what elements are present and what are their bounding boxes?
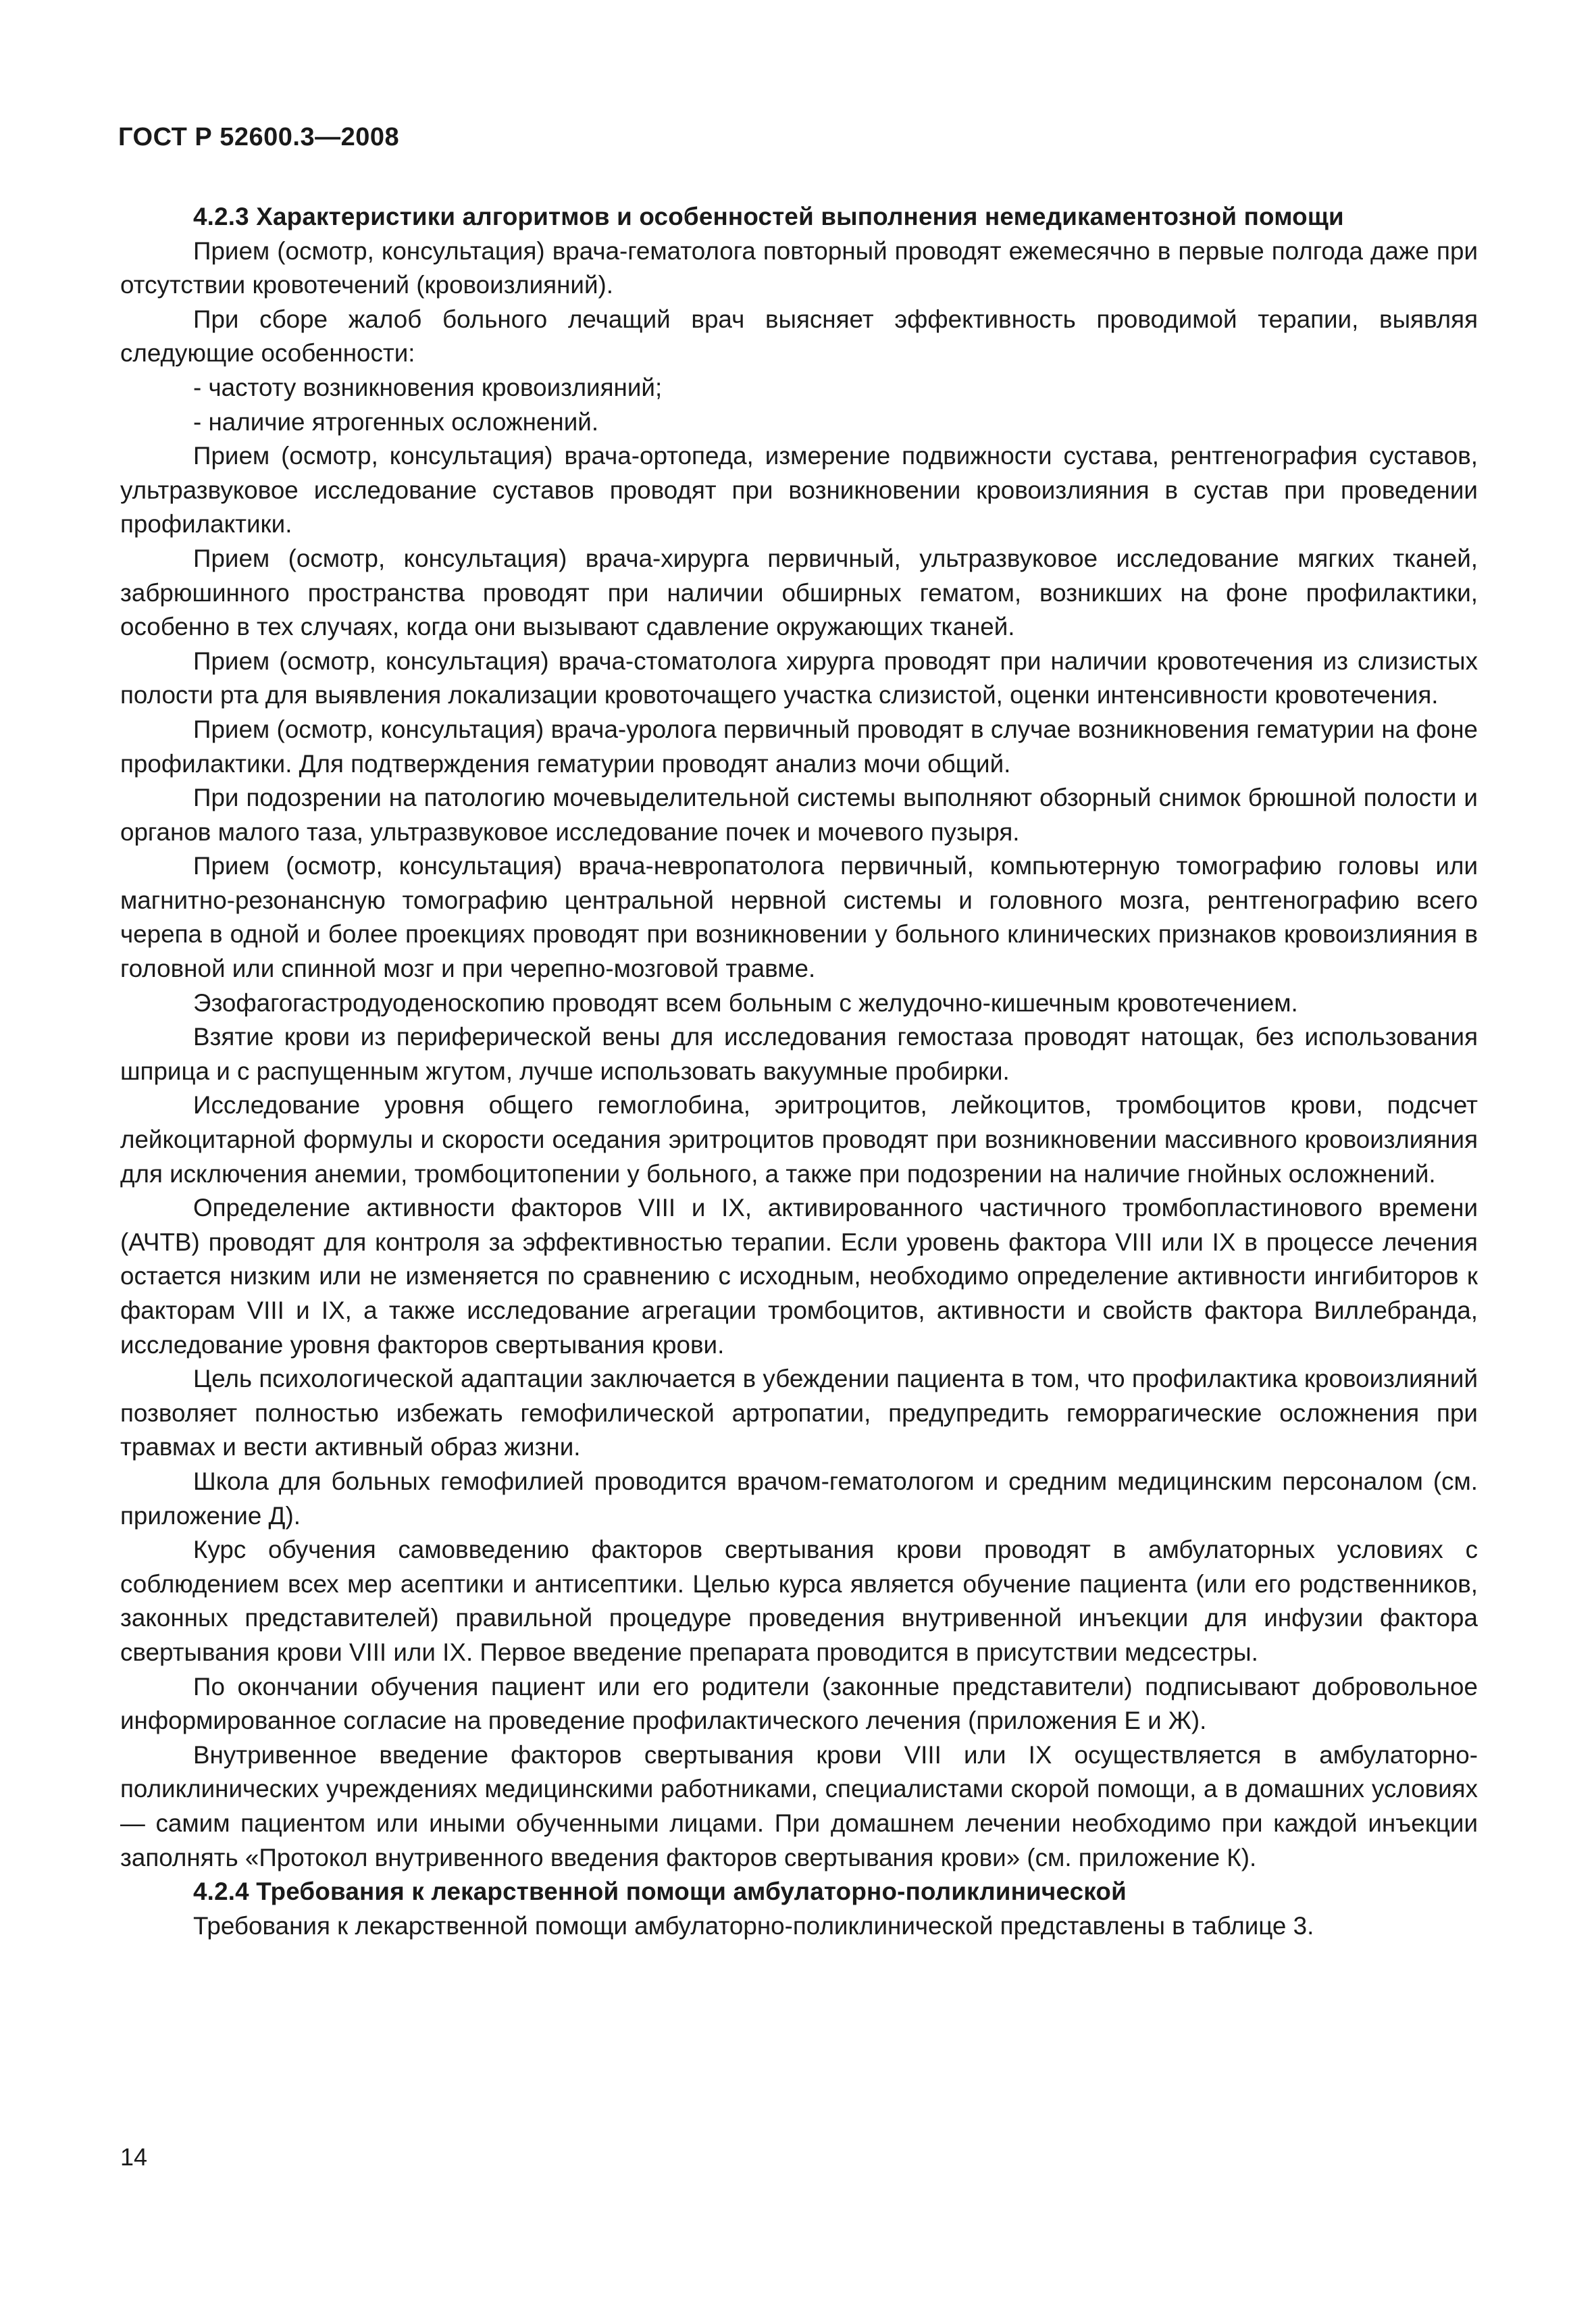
document-body xyxy=(120,200,1478,1943)
paragraph: Цель психологической адаптации заключается в убеждении пациента в том, что профилактика кровоизлияний позволяет полностью избежать гемофилической артропатии, предупредить геморрагические осложнения при травмах и вести активный образ жизни. xyxy=(120,1365,1478,1461)
paragraph: Прием (осмотр, консультация) врача-уролога первичный проводят в случае возникновения гематурии на фоне профилактики. Для подтверждения гематурии проводят анализ мочи общий. xyxy=(120,715,1478,778)
page-number: 14 xyxy=(120,2143,148,2171)
paragraph: Прием (осмотр, консультация) врача-ортопеда, измерение подвижности сустава, рентгенография суставов, ультразвуковое исследование суставов проводят при возникновении кровоизлияния в сустав при проведении профилактики. xyxy=(120,442,1478,538)
paragraph: Эзофагогастродуоденоскопию проводят всем больным с желудочно-кишечным кровотечением. xyxy=(193,988,1298,1017)
paragraph: Определение активности факторов VIII и IX, активированного частичного тромбопластинового времени (АЧТВ) проводят для контроля за эффективностью терапии. Если уровень фактора VIII или IX в процессе лечения остается низким или не изменяется по сравнению с исходным, необходимо определение активности ингибиторов к факторам VIII и IX, а также исследование агрегации тромбоцитов, активности и свойств фактора Виллебранда, исследование уровня факторов свертывания крови. xyxy=(120,1194,1478,1359)
paragraph: Прием (осмотр, консультация) врача-невропатолога первичный, компьютерную томографию головы или магнитно-резонансную томографию центральной нервной системы и головного мозга, рентгенографию всего черепа в одной и более проекциях проводят при возникновении у больного клинических признаков кровоизлияния в головной или спинной мозг и при черепно-мозговой травме. xyxy=(120,852,1478,983)
section-heading-4-2-3: 4.2.3 Характеристики алгоритмов и особенностей выполнения немедикаментозной помощи xyxy=(193,203,1344,230)
paragraph: При сборе жалоб больного лечащий врач выясняет эффективность проводимой терапии, выявляя следующие особенности: xyxy=(120,305,1478,368)
paragraph: Курс обучения самовведению факторов свертывания крови проводят в амбулаторных условиях с соблюдением всех мер асептики и антисептики. Целью курса является обучение пациента (или его родственников, законных представителей) правильной процедуре проведения внутривенной инъекции для инфузии фактора свертывания крови VIII или IX. Первое введение препарата проводится в присутствии медсестры. xyxy=(120,1536,1478,1666)
paragraph: При подозрении на патологию мочевыделительной системы выполняют обзорный снимок брюшной полости и органов малого таза, ультразвуковое исследование почек и мочевого пузыря. xyxy=(120,784,1478,846)
section-heading-4-2-4: 4.2.4 Требования к лекарственной помощи амбулаторно-поликлинической xyxy=(193,1878,1127,1906)
paragraph: Требования к лекарственной помощи амбулаторно-поликлинической представлены в таблице 3. xyxy=(193,1911,1314,1940)
paragraph: Взятие крови из периферической вены для исследования гемостаза проводят натощак, без использования шприца и с распущенным жгутом, лучше использовать вакуумные пробирки. xyxy=(120,1023,1478,1085)
document-header: ГОСТ Р 52600.3—2008 xyxy=(118,123,400,151)
paragraph: Прием (осмотр, консультация) врача-хирурга первичный, ультразвуковое исследование мягких тканей, забрюшинного пространства проводят при наличии обширных гематом, возникших на фоне профилактики, особенно в тех случаях, когда они вызывают сдавление окружающих тканей. xyxy=(120,544,1478,641)
list-item: - наличие ятрогенных осложнений. xyxy=(193,407,599,436)
paragraph: Прием (осмотр, консультация) врача-стоматолога хирурга проводят при наличии кровотечения из слизистых полости рта для выявления локализации кровоточащего участка слизистой, оценки интенсивности кровотечения. xyxy=(120,647,1478,709)
paragraph: Внутривенное введение факторов свертывания крови VIII или IX осуществляется в амбулаторно-поликлинических учреждениях медицинскими работниками, специалистами скорой помощи, а в домашних условиях — самим пациентом или иными обученными лицами. При домашнем лечении необходимо при каждой инъекции заполнять «Протокол внутривенного введения факторов свертывания крови» (см. приложение К). xyxy=(120,1740,1478,1871)
paragraph: Школа для больных гемофилией проводится врачом-гематологом и средним медицинским персоналом (см. приложение Д). xyxy=(120,1467,1478,1530)
paragraph: Прием (осмотр, консультация) врача-гематолога повторный проводят ежемесячно в первые полгода даже при отсутствии кровотечений (кровоизлияний). xyxy=(120,236,1478,299)
paragraph: По окончании обучения пациент или его родители (законные представители) подписывают добровольное информированное согласие на проведение профилактического лечения (приложения Е и Ж). xyxy=(120,1672,1478,1735)
list-item: - частоту возникновения кровоизлияний; xyxy=(193,373,663,401)
paragraph: Исследование уровня общего гемоглобина, эритроцитов, лейкоцитов, тромбоцитов крови, подсчет лейкоцитарной формулы и скорости оседания эритроцитов проводят при возникновении массивного кровоизлияния для исключения анемии, тромбоцитопении у больного, а также при подозрении на наличие гнойных осложнений. xyxy=(120,1091,1478,1188)
